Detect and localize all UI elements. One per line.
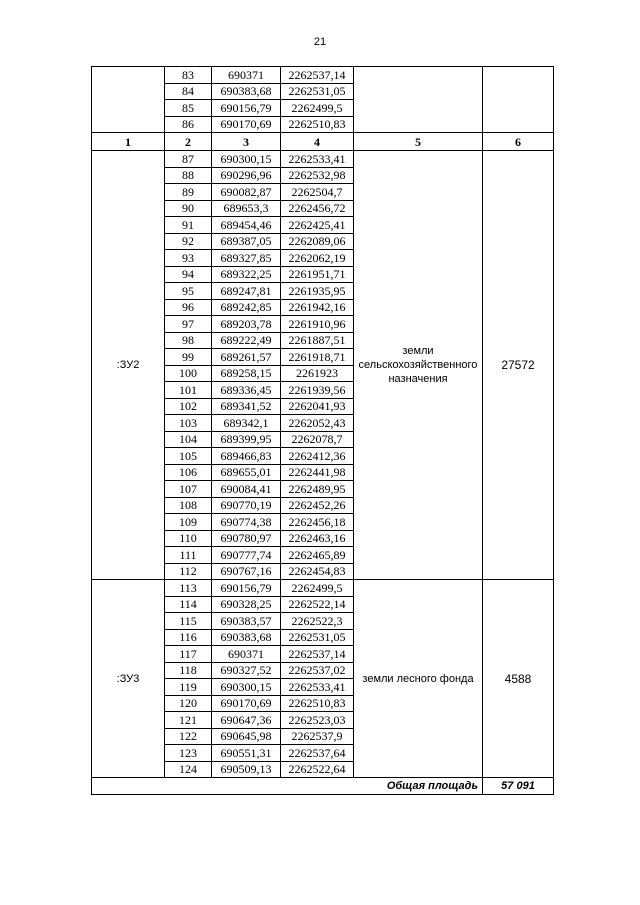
y-coordinate-cell: 2262537,9: [281, 728, 354, 745]
point-number-cell: 115: [165, 613, 212, 630]
y-coordinate-cell: 2261923: [281, 365, 354, 382]
point-number-cell: 120: [165, 695, 212, 712]
x-coordinate-cell: 690084,41: [212, 481, 281, 498]
point-number-cell: 101: [165, 382, 212, 399]
y-coordinate-cell: 2262456,18: [281, 514, 354, 531]
x-coordinate-cell: 690774,38: [212, 514, 281, 531]
column-number-5: 5: [354, 133, 483, 151]
y-coordinate-cell: 2262522,3: [281, 613, 354, 630]
point-number-cell: 109: [165, 514, 212, 531]
point-number-cell: 96: [165, 299, 212, 316]
point-number-cell: 89: [165, 184, 212, 201]
point-number-cell: 92: [165, 233, 212, 250]
x-coordinate-cell: 690300,15: [212, 151, 281, 168]
table-row: [92, 151, 554, 168]
y-coordinate-cell: 2261918,71: [281, 349, 354, 366]
column-number-2: 2: [165, 133, 212, 151]
point-number-cell: 100: [165, 365, 212, 382]
x-coordinate-cell: 689466,83: [212, 448, 281, 465]
area-zu2: 27572: [483, 151, 554, 580]
point-number-cell: 102: [165, 398, 212, 415]
x-coordinate-cell: 690383,57: [212, 613, 281, 630]
x-coordinate-cell: 690777,74: [212, 547, 281, 564]
x-coordinate-cell: 690371: [212, 646, 281, 663]
land-category-cell-continued: [354, 67, 483, 133]
land-category-zu3: земли лесного фонда: [354, 580, 483, 778]
x-coordinate-cell: 689387,05: [212, 233, 281, 250]
x-coordinate-cell: 690509,13: [212, 761, 281, 778]
y-coordinate-cell: 2262537,14: [281, 67, 354, 84]
y-coordinate-cell: 2261939,56: [281, 382, 354, 399]
y-coordinate-cell: 2262537,14: [281, 646, 354, 663]
table-row: [92, 67, 554, 84]
y-coordinate-cell: 2262531,05: [281, 629, 354, 646]
point-number-cell: 122: [165, 728, 212, 745]
point-number-cell: 99: [165, 349, 212, 366]
y-coordinate-cell: 2262089,06: [281, 233, 354, 250]
point-number-cell: 97: [165, 316, 212, 333]
x-coordinate-cell: 689322,25: [212, 266, 281, 283]
zone-cell-continued: [92, 67, 165, 133]
coordinates-table-body: [92, 67, 554, 795]
y-coordinate-cell: 2262465,89: [281, 547, 354, 564]
x-coordinate-cell: 690156,79: [212, 100, 281, 117]
y-coordinate-cell: 2262041,93: [281, 398, 354, 415]
x-coordinate-cell: 690780,97: [212, 530, 281, 547]
x-coordinate-cell: 690170,69: [212, 695, 281, 712]
x-coordinate-cell: 690082,87: [212, 184, 281, 201]
column-number-1: 1: [92, 133, 165, 151]
point-number-cell: 103: [165, 415, 212, 432]
point-number-cell: 118: [165, 662, 212, 679]
column-number-4: 4: [281, 133, 354, 151]
area-cell-continued: [483, 67, 554, 133]
coordinates-table: [91, 66, 554, 795]
area-zu3: 4588: [483, 580, 554, 778]
point-number-cell: 123: [165, 745, 212, 762]
y-coordinate-cell: 2262463,16: [281, 530, 354, 547]
y-coordinate-cell: 2262078,7: [281, 431, 354, 448]
x-coordinate-cell: 689203,78: [212, 316, 281, 333]
x-coordinate-cell: 690296,96: [212, 167, 281, 184]
y-coordinate-cell: 2261910,96: [281, 316, 354, 333]
x-coordinate-cell: 689336,45: [212, 382, 281, 399]
y-coordinate-cell: 2262062,19: [281, 250, 354, 267]
point-number-cell: 106: [165, 464, 212, 481]
x-coordinate-cell: 689653,3: [212, 200, 281, 217]
point-number-cell: 85: [165, 100, 212, 117]
x-coordinate-cell: 690300,15: [212, 679, 281, 696]
y-coordinate-cell: 2261942,16: [281, 299, 354, 316]
total-row: [92, 778, 554, 795]
point-number-cell: 112: [165, 563, 212, 580]
x-coordinate-cell: 689341,52: [212, 398, 281, 415]
y-coordinate-cell: 2262412,36: [281, 448, 354, 465]
y-coordinate-cell: 2262533,41: [281, 151, 354, 168]
x-coordinate-cell: 690328,25: [212, 596, 281, 613]
point-number-cell: 86: [165, 116, 212, 133]
point-number-cell: 90: [165, 200, 212, 217]
point-number-cell: 94: [165, 266, 212, 283]
y-coordinate-cell: 2262522,64: [281, 761, 354, 778]
x-coordinate-cell: 690170,69: [212, 116, 281, 133]
y-coordinate-cell: 2262489,95: [281, 481, 354, 498]
point-number-cell: 110: [165, 530, 212, 547]
x-coordinate-cell: 690327,52: [212, 662, 281, 679]
x-coordinate-cell: 689247,81: [212, 283, 281, 300]
x-coordinate-cell: 690770,19: [212, 497, 281, 514]
point-number-cell: 84: [165, 83, 212, 100]
x-coordinate-cell: 689258,15: [212, 365, 281, 382]
y-coordinate-cell: 2262537,64: [281, 745, 354, 762]
y-coordinate-cell: 2262537,02: [281, 662, 354, 679]
point-number-cell: 83: [165, 67, 212, 84]
point-number-cell: 124: [165, 761, 212, 778]
table-row: [92, 580, 554, 597]
y-coordinate-cell: 2262510,83: [281, 116, 354, 133]
x-coordinate-cell: 689327,85: [212, 250, 281, 267]
land-category-zu2: земли сельскохозяйственного назначения: [354, 151, 483, 580]
y-coordinate-cell: 2261887,51: [281, 332, 354, 349]
y-coordinate-cell: 2262499,5: [281, 100, 354, 117]
column-number-6: 6: [483, 133, 554, 151]
point-number-cell: 111: [165, 547, 212, 564]
x-coordinate-cell: 689655,01: [212, 464, 281, 481]
x-coordinate-cell: 689261,57: [212, 349, 281, 366]
point-number-cell: 108: [165, 497, 212, 514]
point-number-cell: 114: [165, 596, 212, 613]
y-coordinate-cell: 2262452,26: [281, 497, 354, 514]
point-number-cell: 117: [165, 646, 212, 663]
y-coordinate-cell: 2262532,98: [281, 167, 354, 184]
total-area-label: Общая площадь: [92, 778, 483, 795]
total-area-value: 57 091: [483, 778, 554, 795]
point-number-cell: 87: [165, 151, 212, 168]
point-number-cell: 95: [165, 283, 212, 300]
zone-name-zu3: :ЗУ3: [92, 580, 165, 778]
point-number-cell: 88: [165, 167, 212, 184]
point-number-cell: 98: [165, 332, 212, 349]
y-coordinate-cell: 2262425,41: [281, 217, 354, 234]
y-coordinate-cell: 2262533,41: [281, 679, 354, 696]
point-number-cell: 119: [165, 679, 212, 696]
y-coordinate-cell: 2262454,83: [281, 563, 354, 580]
x-coordinate-cell: 690767,16: [212, 563, 281, 580]
point-number-cell: 116: [165, 629, 212, 646]
x-coordinate-cell: 689222,49: [212, 332, 281, 349]
y-coordinate-cell: 2262531,05: [281, 83, 354, 100]
y-coordinate-cell: 2262523,03: [281, 712, 354, 729]
x-coordinate-cell: 690383,68: [212, 629, 281, 646]
y-coordinate-cell: 2262499,5: [281, 580, 354, 597]
x-coordinate-cell: 690156,79: [212, 580, 281, 597]
y-coordinate-cell: 2262052,43: [281, 415, 354, 432]
x-coordinate-cell: 689454,46: [212, 217, 281, 234]
y-coordinate-cell: 2262522,14: [281, 596, 354, 613]
point-number-cell: 104: [165, 431, 212, 448]
point-number-cell: 121: [165, 712, 212, 729]
y-coordinate-cell: 2262441,98: [281, 464, 354, 481]
x-coordinate-cell: 690647,36: [212, 712, 281, 729]
point-number-cell: 91: [165, 217, 212, 234]
zone-name-zu2: :ЗУ2: [92, 151, 165, 580]
x-coordinate-cell: 689242,85: [212, 299, 281, 316]
x-coordinate-cell: 689342,1: [212, 415, 281, 432]
point-number-cell: 113: [165, 580, 212, 597]
y-coordinate-cell: 2261951,71: [281, 266, 354, 283]
x-coordinate-cell: 690551,31: [212, 745, 281, 762]
column-number-row: [92, 133, 554, 151]
x-coordinate-cell: 690383,68: [212, 83, 281, 100]
x-coordinate-cell: 689399,95: [212, 431, 281, 448]
y-coordinate-cell: 2262456,72: [281, 200, 354, 217]
x-coordinate-cell: 690645,98: [212, 728, 281, 745]
point-number-cell: 107: [165, 481, 212, 498]
point-number-cell: 93: [165, 250, 212, 267]
y-coordinate-cell: 2262504,7: [281, 184, 354, 201]
page-number: 21: [313, 36, 327, 48]
x-coordinate-cell: 690371: [212, 67, 281, 84]
y-coordinate-cell: 2262510,83: [281, 695, 354, 712]
column-number-3: 3: [212, 133, 281, 151]
point-number-cell: 105: [165, 448, 212, 465]
y-coordinate-cell: 2261935,95: [281, 283, 354, 300]
